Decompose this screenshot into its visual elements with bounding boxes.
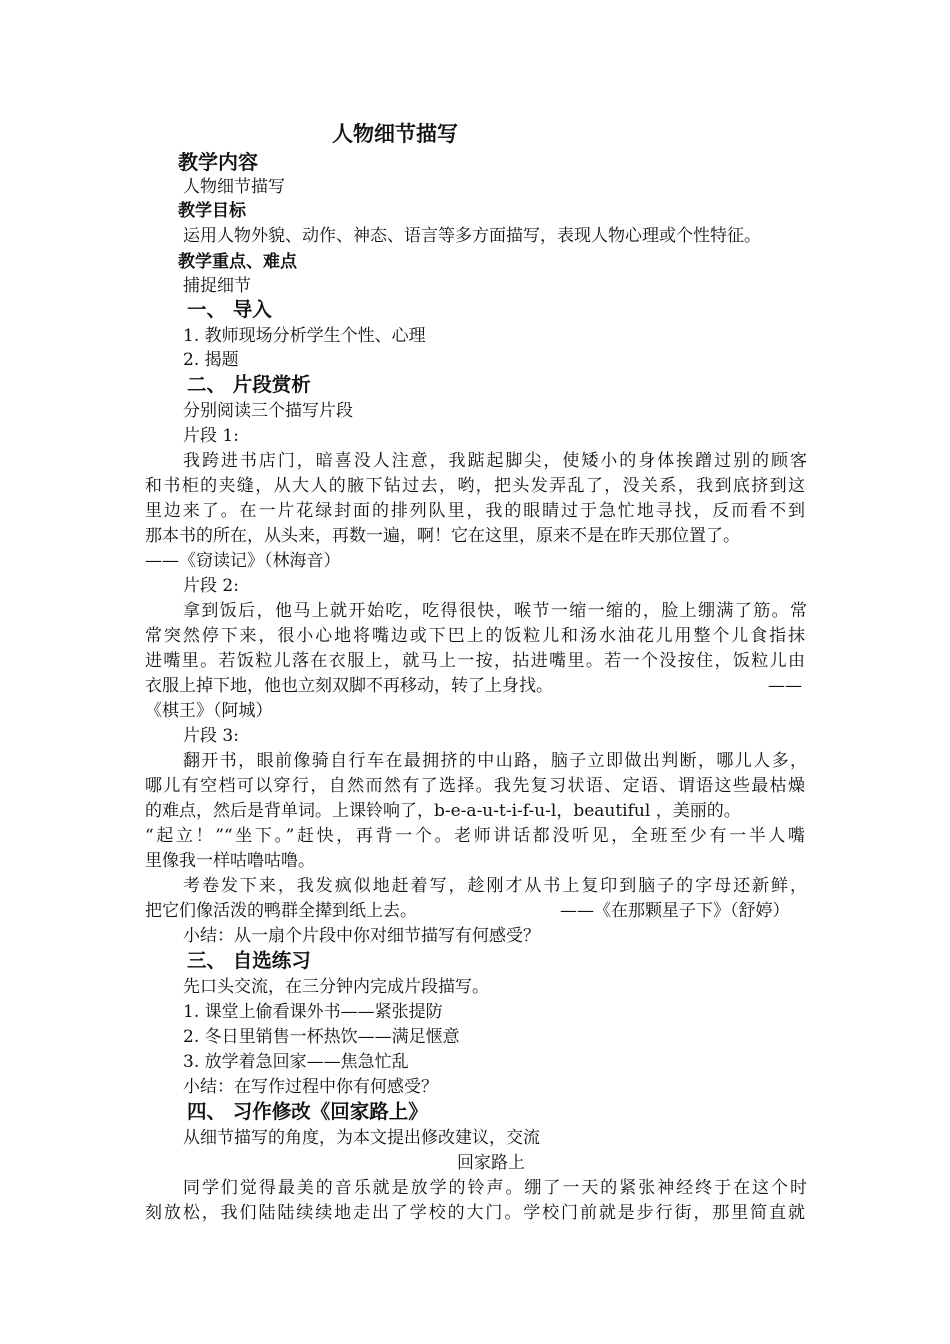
excerpt-3-line: “起立！”“坐下。”赶快，再背一个。老师讲话都没听见，全班至少有一半人嘴	[145, 826, 805, 846]
excerpt-2-line: 拿到饭后，他马上就开始吃，吃得很快，喉节一缩一缩的，脸上绷满了筋。常	[183, 601, 807, 621]
part3-item: 2. 冬日里销售一杯热饮——满足惬意	[183, 1027, 460, 1047]
part4-intro: 从细节描写的角度，为本文提出修改建议，交流	[183, 1128, 540, 1148]
heading-part-2: 二、 片段赏析	[187, 373, 311, 396]
excerpt-3-line: 的难点，然后是背单词。上课铃响了，b-e-a-u-t-i-f-u-l，beautiful ，美丽的。	[145, 801, 741, 821]
excerpt-2-line: 进嘴里。若饭粒儿落在衣服上，就马上一按，拈进嘴里。若一个没按住，饭粒儿由	[145, 651, 805, 671]
excerpt-3-source: ——《在那颗星子下》（舒婷）	[560, 901, 790, 921]
excerpt-2-source: 《棋王》（阿城）	[145, 701, 273, 721]
teaching-goal-text: 运用人物外貌、动作、神态、语言等多方面描写，表现人物心理或个性特征。	[183, 226, 761, 246]
heading-part-3: 三、 自选练习	[187, 949, 311, 972]
heading-part-4: 四、 习作修改《回家路上》	[187, 1100, 428, 1123]
part2-intro: 分别阅读三个描写片段	[183, 401, 353, 421]
part2-summary: 小结：从一扇个片段中你对细节描写有何感受？	[183, 926, 540, 946]
essay-title: 回家路上	[457, 1153, 525, 1173]
excerpt-2-label: 片段 2:	[183, 576, 239, 596]
excerpt-1-line: 那本书的所在，从头来，再数一遍，啊！它在这里，原来不是在昨天那位置了。	[145, 526, 740, 546]
excerpt-1-line: 我跨进书店门，暗喜没人注意，我踮起脚尖，使矮小的身体挨蹭过别的顾客	[183, 451, 807, 471]
excerpt-3-line: 里像我一样咕噜咕噜。	[145, 851, 315, 871]
key-points-text: 捕捉细节	[183, 276, 251, 296]
excerpt-1-label: 片段 1:	[183, 426, 239, 446]
teaching-content-text: 人物细节描写	[183, 177, 285, 197]
heading-key-points: 教学重点、难点	[178, 252, 297, 272]
heading-teaching-content: 教学内容	[178, 150, 258, 174]
heading-part-1: 一、 导入	[187, 298, 272, 321]
excerpt-2-line: 衣服上掉下地，他也立刻双脚不再移动，转了上身找。	[145, 676, 553, 696]
part3-intro: 先口头交流，在三分钟内完成片段描写。	[183, 977, 489, 997]
part1-item: 1. 教师现场分析学生个性、心理	[183, 326, 426, 346]
excerpt-1-source: ——《窃读记》（林海音）	[145, 551, 341, 571]
excerpt-2-dash: ——	[768, 676, 802, 696]
excerpt-3-line: 翻开书，眼前像骑自行车在最拥挤的中山路，脑子立即做出判断，哪儿人多，	[183, 751, 807, 771]
excerpt-1-line: 和书柜的夹缝，从大人的腋下钻过去，哟，把头发弄乱了，没关系，我到底挤到这	[145, 476, 805, 496]
excerpt-3-line: 哪儿有空档可以穿行，自然而然有了选择。我先复习状语、定语、谓语这些最枯燥	[145, 776, 805, 796]
part1-item: 2. 揭题	[183, 350, 239, 370]
excerpt-2-line: 常突然停下来，很小心地将嘴边或下巴上的饭粒儿和汤水油花儿用整个儿食指抹	[145, 626, 805, 646]
page-title: 人物细节描写	[332, 121, 458, 146]
essay-line: 同学们觉得最美的音乐就是放学的铃声。绷了一天的紧张神经终于在这个时	[183, 1178, 807, 1198]
excerpt-3-line: 考卷发下来，我发疯似地赶着写，趁刚才从书上复印到脑子的字母还新鲜，	[183, 876, 807, 896]
part3-item: 1. 课堂上偷看课外书——紧张提防	[183, 1002, 443, 1022]
excerpt-3-line: 把它们像活泼的鸭群全撵到纸上去。	[145, 901, 417, 921]
excerpt-3-label: 片段 3:	[183, 726, 239, 746]
part3-summary: 小结：在写作过程中你有何感受？	[183, 1077, 438, 1097]
excerpt-1-line: 里边来了。在一片花绿封面的排列队里，我的眼睛过于急忙地寻找，反而看不到	[145, 501, 805, 521]
essay-line: 刻放松，我们陆陆续续地走出了学校的大门。学校门前就是步行街，那里简直就	[145, 1203, 805, 1223]
heading-teaching-goal: 教学目标	[178, 201, 246, 221]
part3-item: 3. 放学着急回家——焦急忙乱	[183, 1052, 409, 1072]
